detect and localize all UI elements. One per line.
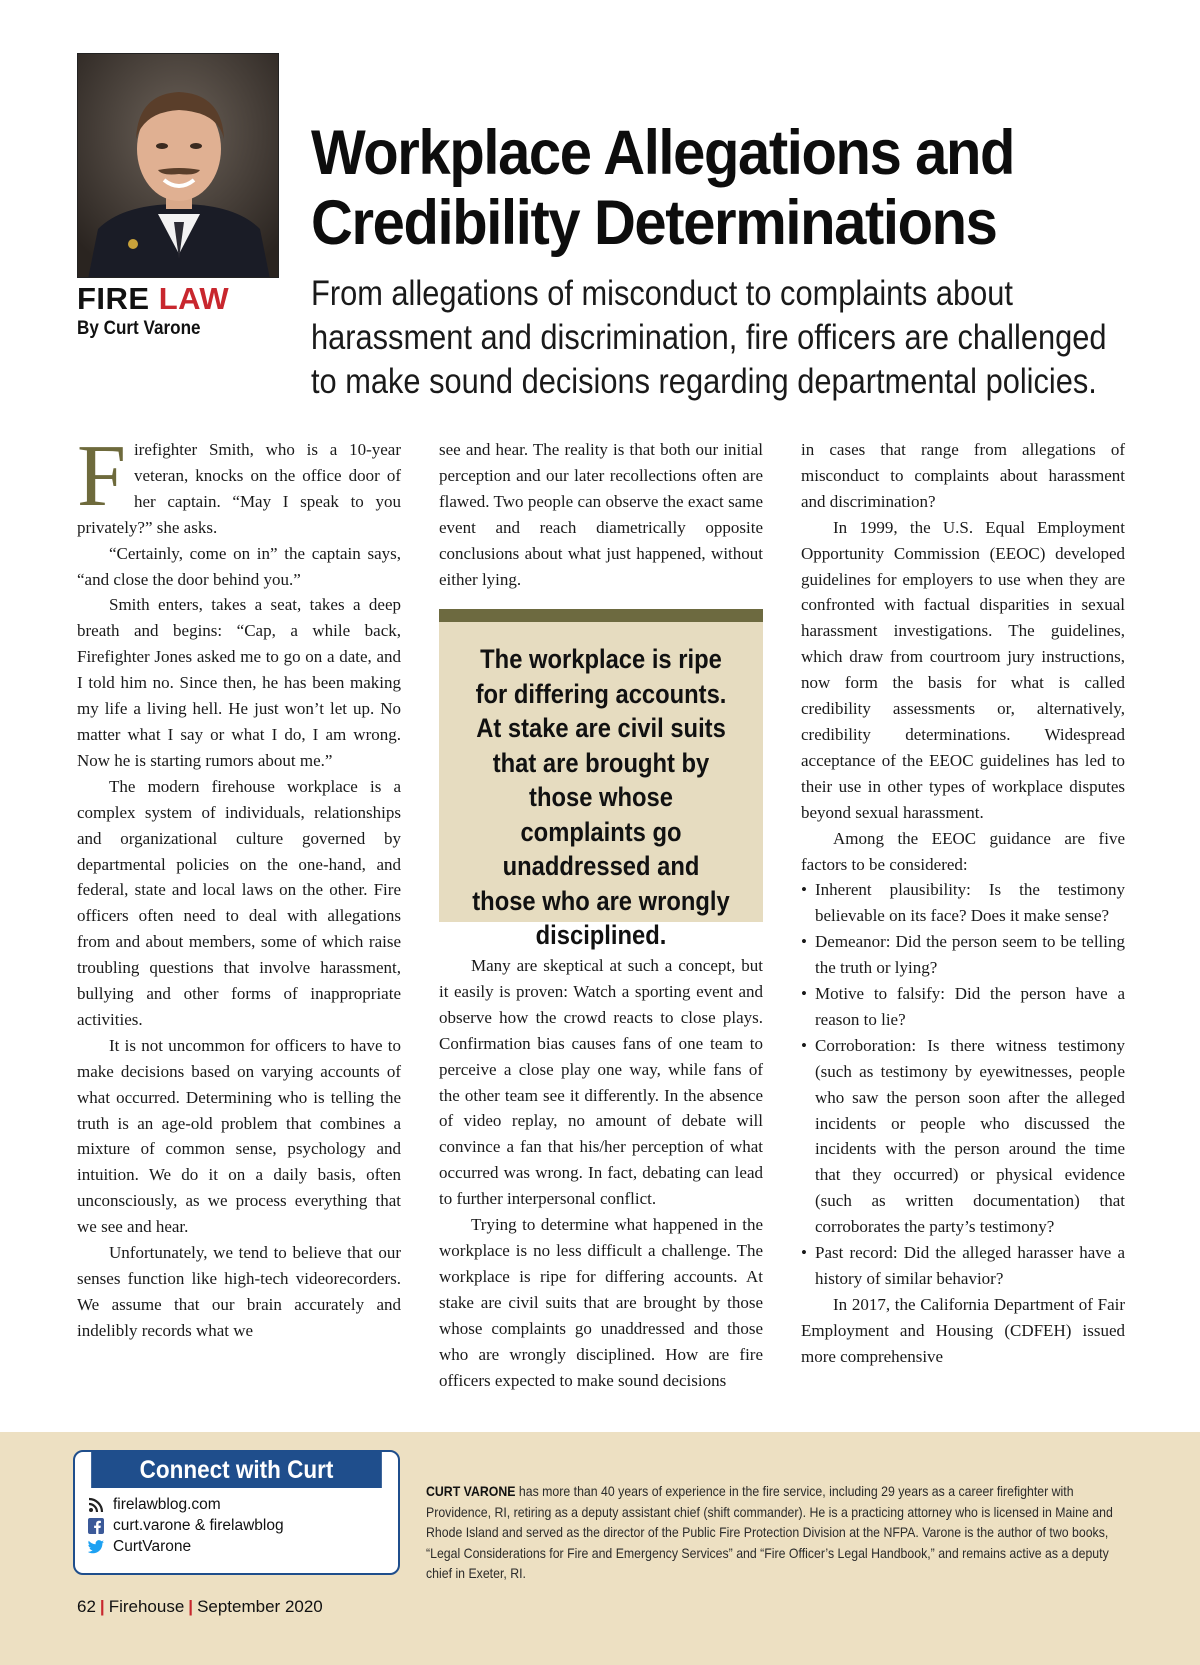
twitter-icon: [87, 1538, 105, 1556]
connect-title: Connect with Curt: [91, 1452, 382, 1488]
credibility-factors-list: [801, 877, 1125, 1292]
section-label: [77, 281, 229, 317]
article-column-2-continued: [439, 953, 763, 1393]
list-item: • Demeanor: Did the person seem to be telling the truth or lying?: [801, 929, 1125, 981]
headline: [311, 118, 1102, 258]
author-photo: [77, 53, 279, 278]
byline: By Curt Varone: [77, 318, 201, 339]
author-bio-text: has more than 40 years of experience in the fire service, including 29 years as a career firefighter with Providence, RI, retiring as a deputy assistant chief (shift commander). He is a practicing attorney who is licensed in Maine and Rhode Island and served as the director of the Public Fire Protection Division at the NFPA. Varone is the author of two books, “Legal Considerations for Fire and Emergency Services” and “Fire Officer’s Legal Handbook,” and remains active as a deputy chief in Exeter, RI.: [426, 1483, 1113, 1581]
connect-twitter-text: CurtVarone: [113, 1537, 192, 1555]
paragraph: Smith enters, takes a seat, takes a deep breath and begins: “Cap, a while back, Firefighter Jones asked me to go on a date, and I told him no. Since then, he has been making my life a living hell. He just won’t let up. No matter what I say or what I do, I am wrong. Now he is starting rumors about me.”: [77, 595, 401, 770]
paragraph: in cases that range from allegations of misconduct to complaints about harassment and discrimination?: [801, 440, 1125, 511]
paragraph-text: irefighter Smith, who is a 10-year veteran, knocks on the office door of her captain. “May I speak to you privately?” she asks.: [77, 440, 401, 537]
connect-blog[interactable]: [75, 1494, 398, 1515]
paragraph: Unfortunately, we tend to believe that our senses function like high-tech videorecorders. We assume that our brain accurately and indelibly records what we: [77, 1243, 401, 1340]
author-bio-name: CURT VARONE: [426, 1483, 516, 1499]
rss-icon: [87, 1496, 105, 1514]
paragraph: In 2017, the California Department of Fair Employment and Housing (CDFEH) issued more comprehensive: [801, 1294, 1125, 1366]
article-column-3: [801, 437, 1125, 1370]
article-column-2: [439, 437, 763, 592]
list-item: • Corroboration: Is there witness testimony (such as testimony by eyewitnesses, people who saw the person soon after the alleged incidents or people who discussed the incidents with the person around the time that they occurred) or physical evidence (such as written documentation) that corroborates the party’s testimony?: [801, 1033, 1125, 1240]
connect-blog-text: firelawblog.com: [113, 1495, 221, 1513]
paragraph: The modern firehouse workplace is a complex system of individuals, relationships and organizational culture governed by departmental policies on the one-hand, and federal, state and local laws on the other. Fire officers often need to deal with allegations from and about members, some of which raise troubling questions that involve harassment, bullying and other forms of inappropriate activities.: [77, 776, 401, 1029]
deck: From allegations of misconduct to complaints about harassment and discrimination, fire officers are challenged to make sound decisions regarding departmental policies.: [311, 274, 1107, 401]
connect-twitter[interactable]: [75, 1536, 398, 1557]
facebook-icon: [87, 1517, 105, 1535]
paragraph: Many are skeptical at such a concept, but it easily is proven: Watch a sporting event and observe how the crowd reacts to close plays. Confirmation bias causes fans of one team to perceive a close play one way, while fans of the other team see it differently. In the absence of video replay, no amount of debate will convince a fan that his/her perception of what occurred was wrong. In fact, debating can lead to further interpersonal conflict.: [439, 956, 763, 1209]
paragraph: see and hear. The reality is that both our initial perception and our later recollections often are flawed. Two people can observe the exact same event and reach diametrically opposite conclusions about what just happened, without either lying.: [439, 440, 763, 589]
headline-line-2: Credibility Determinations: [311, 188, 997, 258]
connect-box: [73, 1450, 400, 1575]
paragraph: In 1999, the U.S. Equal Employment Opportunity Commission (EEOC) developed guidelines for employers to use when they are confronted with factual disparities in sexual harassment investigations. The guidelines, which draw from courtroom jury instructions, now form the basis for what is called credibility assessments or, alternatively, credibility determinations. Widespread acceptance of the EEOC guidelines has led to their use in other types of workplace disputes beyond sexual harassment.: [801, 517, 1125, 822]
paragraph: Trying to determine what happened in the workplace is no less difficult a challenge. The workplace is ripe for differing accounts. At stake are civil suits that are brought by those whose complaints go unaddressed and those who are wrongly disciplined. How are fire officers expected to make sound decisions: [439, 1215, 763, 1390]
headline-line-1: Workplace Allegations and: [311, 118, 1015, 188]
page-folio: [77, 1597, 323, 1617]
section-label-main: FIRE: [77, 281, 150, 316]
paragraph: “Certainly, come on in” the captain says, “and close the door behind you.”: [77, 543, 401, 589]
folio-separator: |: [188, 1597, 194, 1616]
issue-date: September 2020: [197, 1597, 323, 1616]
paragraph: It is not uncommon for officers to have to make decisions based on varying accounts of what occurred. Determining who is telling the truth is an age-old problem that combines a mixture of common sense, psychology and intuition. We do it on a daily basis, often unconsciously, as we process everything that we see and hear.: [77, 1035, 401, 1237]
page-number: 62: [77, 1597, 96, 1616]
connect-facebook-text: curt.varone & firelawblog: [113, 1516, 284, 1534]
paragraph: Among the EEOC guidance are five factors to be considered:: [801, 828, 1125, 874]
magazine-name: Firehouse: [108, 1597, 185, 1616]
pull-quote-box: [439, 609, 763, 950]
paragraph: [77, 428, 401, 541]
article-column-1: [77, 428, 401, 1344]
author-bio: [426, 1481, 1134, 1584]
drop-cap: F: [77, 428, 126, 525]
pull-quote: The workplace is ripe for differing accounts. At stake are civil suits that are brought by those whose complaints go unaddressed and those who are wrongly disciplined.: [472, 644, 730, 950]
connect-facebook[interactable]: [75, 1515, 398, 1536]
list-item: • Past record: Did the alleged harasser have a history of similar behavior?: [801, 1240, 1125, 1292]
folio-separator: |: [99, 1597, 105, 1616]
section-label-accent: LAW: [158, 281, 230, 316]
list-item: • Motive to falsify: Did the person have a reason to lie?: [801, 981, 1125, 1033]
list-item: • Inherent plausibility: Is the testimony believable on its face? Does it make sense?: [801, 877, 1125, 929]
